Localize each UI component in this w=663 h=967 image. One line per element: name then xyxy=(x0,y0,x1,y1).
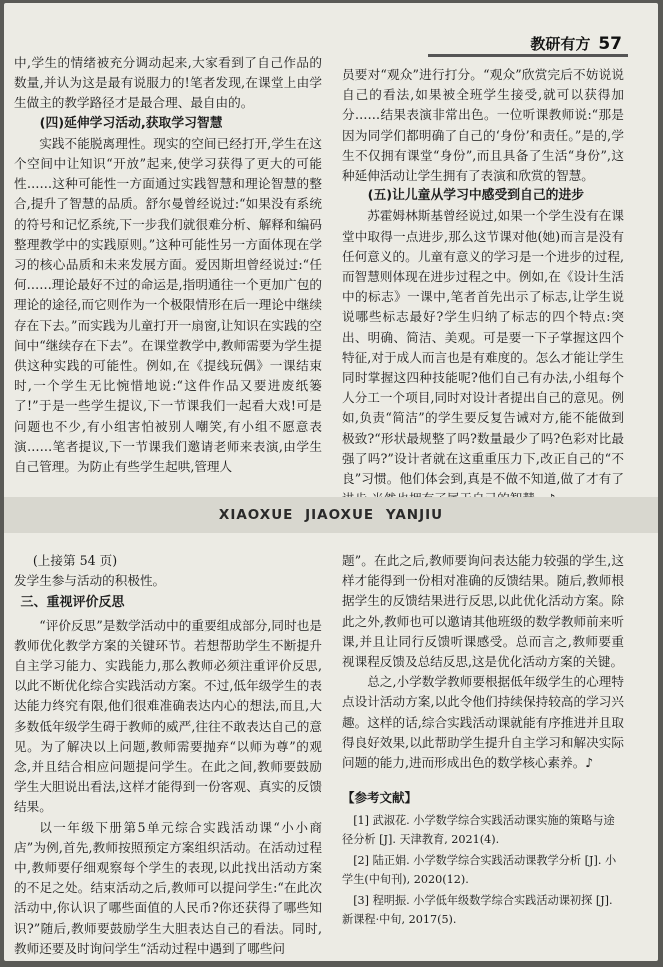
journal-page xyxy=(4,3,658,961)
upper-left-column xyxy=(14,53,322,477)
page-header xyxy=(530,33,622,54)
page-number: 57 xyxy=(598,33,622,54)
lower-right-column xyxy=(342,551,624,773)
paragraph: 发学生参与活动的积极性。 xyxy=(14,573,166,589)
reference-item: [1] 武淑花. 小学数学综合实践活动课实施的策略与途径分析 [J]. 天津教育, 2021(4). xyxy=(342,814,615,846)
lower-left-column xyxy=(14,551,322,959)
paragraph: 总之,小学数学教师要根据低年级学生的心理特点设计活动方案,以此令他们持续保持较高的学习兴趣。这样的话,综合实践活动课就能有序推进并且取得良好效果,以此帮助学生提升自主学习和解决实际问题的能力,进而形成出色的数学核心素养。♪ xyxy=(342,674,624,771)
end-mark-icon: ♪ xyxy=(585,755,594,771)
subheading-four: (四)延伸学习活动,获取学习智慧 xyxy=(39,115,223,131)
paragraph: 实践不能脱离理性。现实的空间已经打开,学生在这个空间中让知识“开放”起来,使学习获得了更大的可能性……这种可能性一方面通过实践智慧和理论智慧的整合,提升了智慧的品质。舒尔曼曾经说过:“如果没有系统的符号和记忆系统,下一步我们就很难分析、解释和编码整理教学中的实践原则。”这种可能性另一方面体现在学习的核心品质和未来发展方面。爱因斯坦曾经说过:“任何……理论最好不过的命运是,指明通往一个更加广包的理论的途径,而它则作为一个极限情形在后一理论中继续存在下去。”而实践为儿童打开一扇窗,让知识在实践的空间中“继续存在下去”。在课堂教学中,教师需要为学生提供这种实践的可能性。例如,在《提线玩偶》一课结束时,一个学生无比惋惜地说:“这件作品又要进废纸篓了!”于是一些学生提议,下一节课我们一起看大戏!可是问题也不少,有小组害怕被别人嘲笑,有小组不愿意表演……笔者提议,下一节课我们邀请老师来表演,由学生自己管理。为防止有些学生起哄,管理人 xyxy=(14,135,322,475)
reference-item: [2] 陆正娟. 小学数学综合实践活动课教学分析 [J]. 小学生(中旬刊), 2020(12). xyxy=(342,854,617,886)
paragraph: 苏霍姆林斯基曾经说过,如果一个学生没有在课堂中取得一点进步,那么这节课对他(她)而言是没有任何意义的。儿童有意义的学习是一个进步的过程,而智慧则体现在进步过程之中。例如,在《设计生活中的标志》一课中,笔者首先出示了标志,让学生说说哪些标志最好?学生归纳了标志的四个特点:突出、明确、简洁、美观。可是要一下子掌握这四个特征,对于成人而言也是有难度的。怎么才能让学生同时掌握这四种技能呢?他们自己有办法,小组每个人分工一个项目,同时对设计者提出自己的意见。例如,负责“简洁”的学生要反复告诫对方,能不能做到极致?“形状最规整了吗?数量最少了吗?色彩对比最强了吗?”设计者就在这重重压力下,改正自己的“不良”习惯。他们体会到,真是不做不知道,做了才有了 xyxy=(342,206,624,509)
section-heading-three: 三、重视评价反思 xyxy=(20,595,125,611)
section-title: 教研有方 xyxy=(530,35,591,53)
paragraph: 题”。在此之后,教师要询问表达能力较强的学生,这样才能得到一份相对准确的反馈结果。随后,教师根据学生的反馈结果进行反思,以此优化活动方案。除此之外,教师也可以邀请其他班级的数学教师前来听课,并且让同行反馈听课感受。总而言之,教师要重视课程反馈及总结反思,这是优化活动方案的关键。 xyxy=(342,553,624,670)
continued-note: (上接第 54 页) xyxy=(32,553,118,568)
paragraph: “评价反思”是数学活动中的重要组成部分,同时也是教师优化教学方案的关键环节。若想帮助学生不断提升自主学习能力、实践能力,那么教师必须注重评价反思,以此不断优化综合实践活动方案。不过,低年级学生的表达能力终究有限,他们很难准确表达内心的想法,而且,大多数低年级学生碍于教师的威严,往往不敢表达自己的意见。为了解决以上问题,教师需要抛弃“以师为尊”的观念,并且结合相应问题提问学生。在此之间,教师要鼓励学生大胆说出看法,这样才能得到一份客观、真实的反馈结果。 xyxy=(14,617,322,815)
paragraph: 以一年级下册第5单元综合实践活动课“小小商店”为例,首先,教师按照预定方案组织活动。在活动过程中,教师要仔细观察每个学生的表现,以此找出活动方案的不足之处。结束活动之后,教师可以提问学生:“在此次活动中,你认识了哪些面值的人民币?你还获得了哪些知识?”随后,教师要鼓励学生大胆表达自己的看法。同时,教师还要及时询问学生“活动过程中遇到了哪些问 xyxy=(14,819,322,956)
paragraph: 员要对“观众”进行打分。“观众”欣赏完后不妨说说自己的看法,如果被全班学生接受,就可以获得加分……结果表演非常出色。一位听课教师说:“那是因为同学们都明确了自己的‘身份’和责任。”是的,学生不仅拥有课堂“身份”,而且具备了生活“身份”,这种延伸活动让学生拥有了表演和欣赏的智慧。 xyxy=(342,67,624,184)
paragraph: 中,学生的情绪被充分调动起来,大家看到了自己作品的数量,并认为这是最有说服力的!笔者发现,在课堂上由学生做主的教学路径才是最合理、最自由的。 xyxy=(14,55,322,111)
upper-right-column xyxy=(342,65,624,509)
subheading-five: (五)让儿童从学习中感受到自己的进步 xyxy=(367,188,585,204)
references-title: 【参考文献】 xyxy=(342,790,418,805)
references xyxy=(342,788,624,931)
reference-item: [3] 程明振. 小学低年级数学综合实践活动课初探 [J]. 新课程·中旬, 2017(5). xyxy=(342,894,613,926)
header-rule xyxy=(428,54,628,57)
journal-name: XIAOXUE JIAOXUE YANJIU xyxy=(218,507,444,523)
